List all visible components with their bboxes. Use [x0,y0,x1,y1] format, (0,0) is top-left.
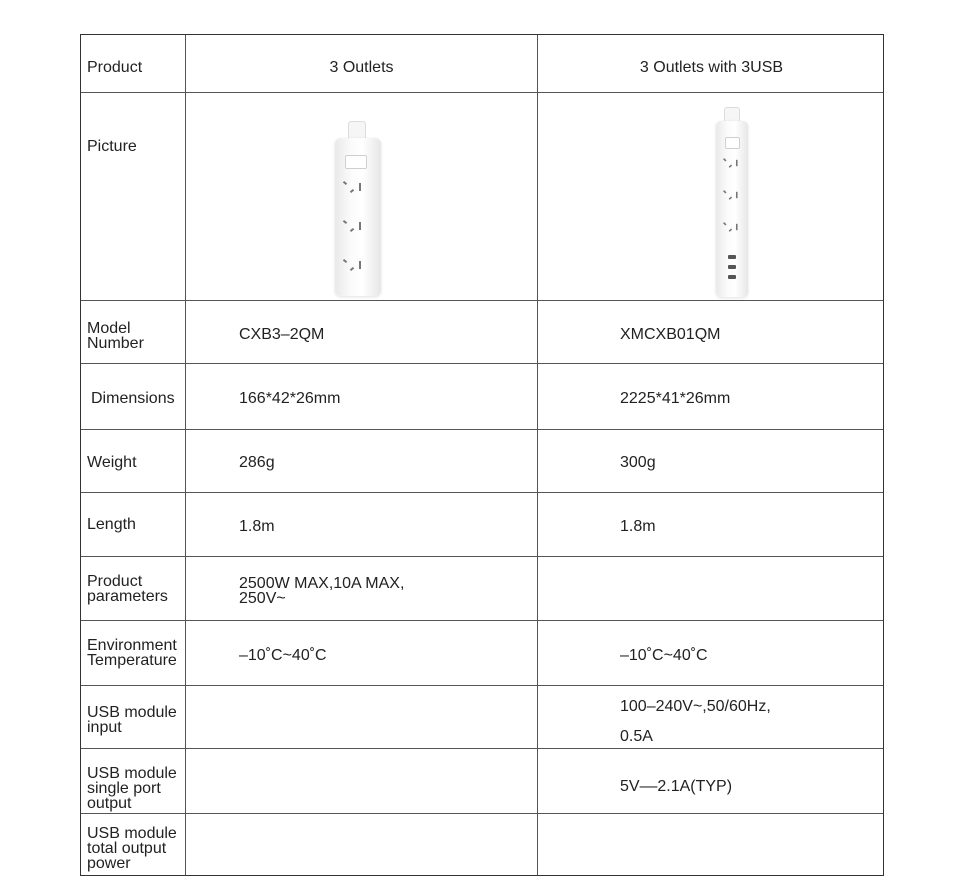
label-line: single port [87,780,161,797]
usb-module-input-3usb [620,699,771,744]
usb-single-port-output-3usb: 5V––2.1A(TYP) [620,778,733,795]
label-line: input [87,719,122,736]
row-divider [81,748,883,749]
usb-module-input-label [87,705,187,735]
column-divider [537,35,538,875]
environment-temperature-label [87,638,187,668]
label-line: USB module [87,765,177,782]
product-label: Product [87,59,143,76]
row-divider [81,492,883,493]
value-line: 100–240V~,50/60Hz, [620,698,771,715]
value-line: 2500W MAX,10A MAX, [239,575,405,592]
length-3-outlets: 1.8m [239,518,275,535]
product-parameters-label [87,574,187,604]
dimensions-3usb: 2225*41*26mm [620,390,731,407]
label-line: Environment [87,637,177,654]
model-number-label [87,321,187,351]
column-header-3-outlets: 3 Outlets [329,59,394,76]
power-strip-3-outlets-image [335,121,381,296]
power-strip-3-outlets-3usb-image [716,107,748,297]
row-divider [81,429,883,430]
length-3usb: 1.8m [620,518,656,535]
usb-total-output-power-label [87,826,187,871]
label-line: power [87,855,131,872]
picture-label: Picture [87,138,137,155]
label-line: Product [87,573,143,590]
model-number-3usb: XMCXB01QM [620,326,721,343]
row-divider [81,300,883,301]
environment-temperature-3-outlets: –10˚C~40˚C [239,647,327,664]
row-divider [81,363,883,364]
usb-single-port-output-label [87,766,187,811]
dimensions-label: Dimensions [91,390,175,407]
label-line: USB module [87,704,177,721]
label-line: USB module [87,825,177,842]
spec-table [80,34,884,876]
environment-temperature-3usb: –10˚C~40˚C [620,647,708,664]
row-divider [81,685,883,686]
row-divider [81,813,883,814]
value-line: 0.5A [620,728,653,745]
row-divider [81,92,883,93]
weight-3-outlets: 286g [239,454,275,471]
product-parameters-3-outlets [239,576,404,606]
label-line: parameters [87,588,168,605]
row-divider [81,620,883,621]
length-label: Length [87,516,136,533]
value-line: 250V~ [239,590,286,607]
weight-label: Weight [87,454,137,471]
label-line: output [87,795,132,812]
row-divider [81,556,883,557]
label-line: Temperature [87,652,177,669]
label-line: Model [87,320,131,337]
column-header-3-outlets-3usb: 3 Outlets with 3USB [639,59,784,76]
model-number-3-outlets: CXB3–2QM [239,326,325,343]
label-line: Number [87,335,144,352]
weight-3usb: 300g [620,454,656,471]
label-line: total output [87,840,167,857]
dimensions-3-outlets: 166*42*26mm [239,390,341,407]
